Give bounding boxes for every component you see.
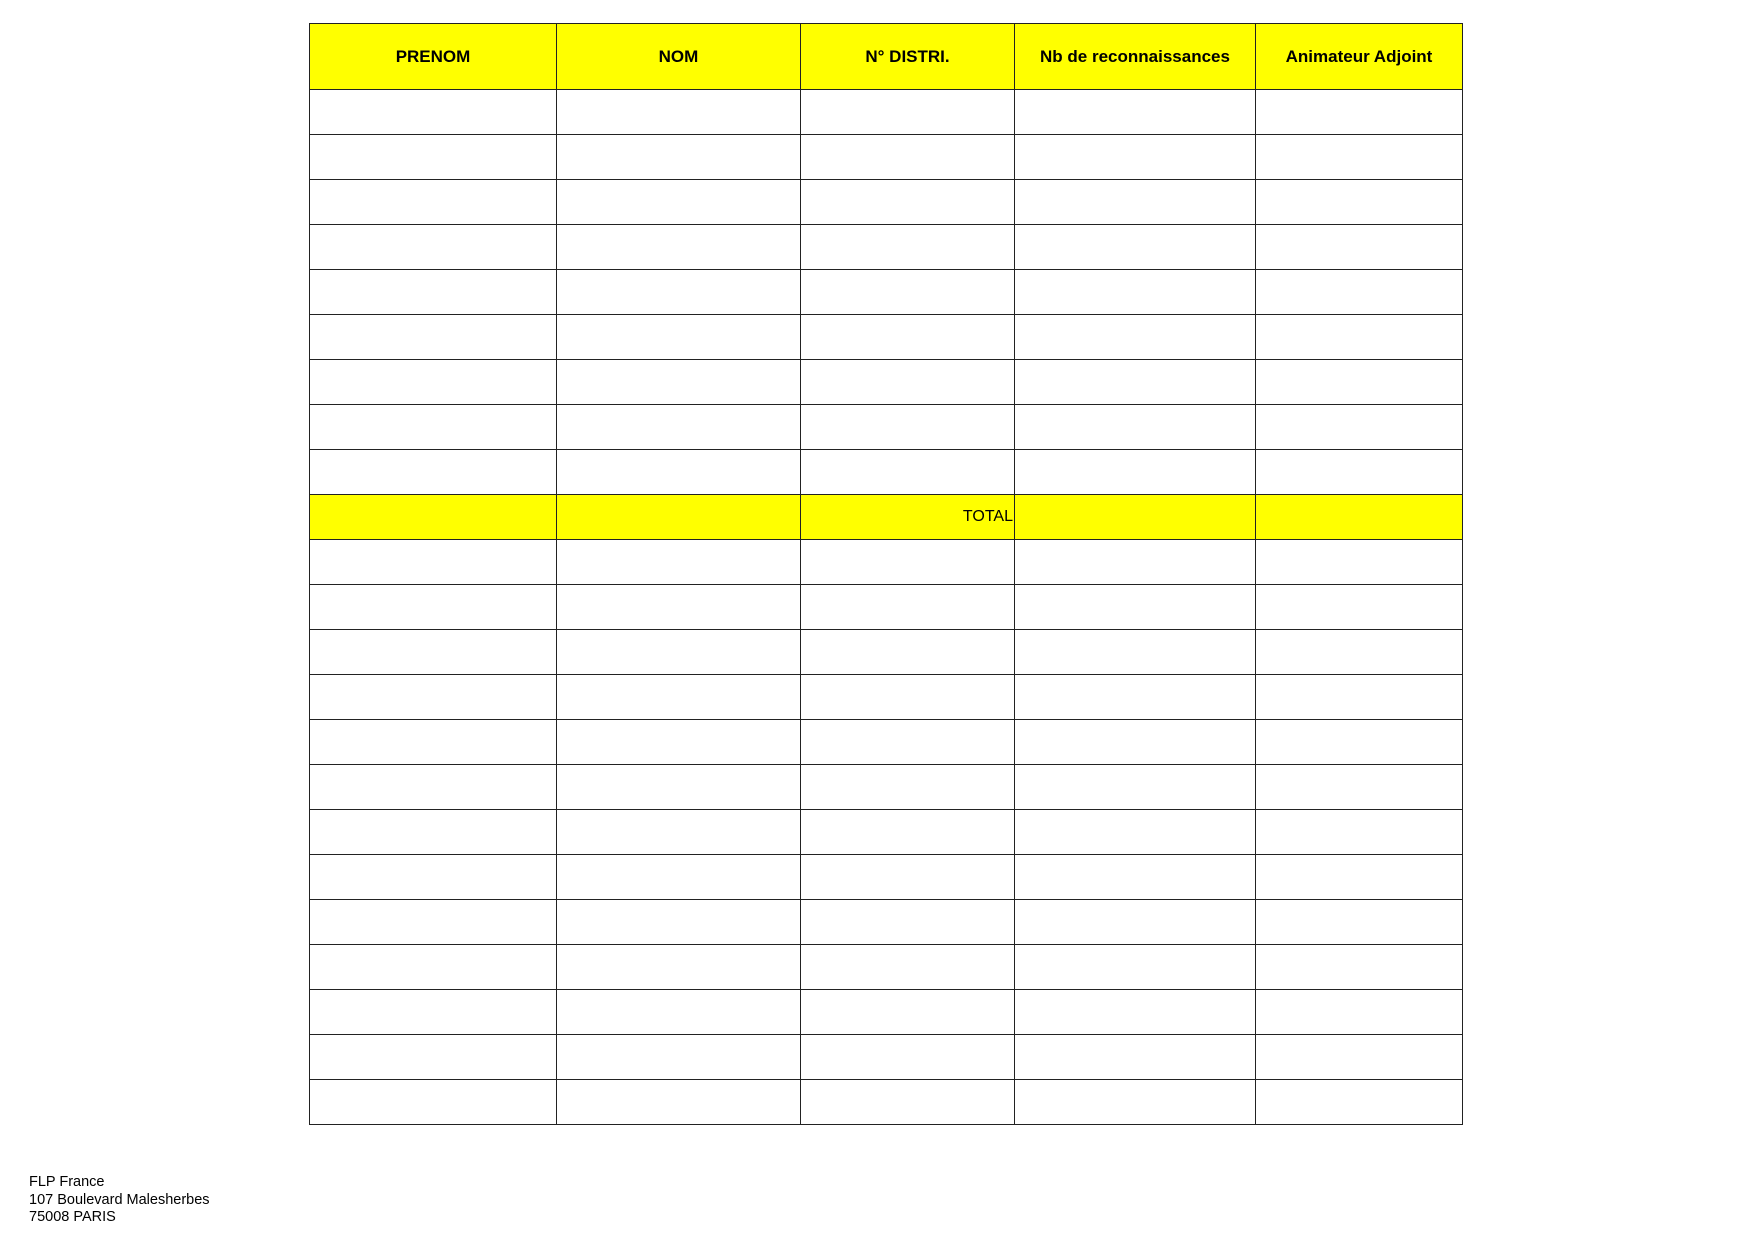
table-cell[interactable] (310, 1080, 557, 1125)
table-cell[interactable] (557, 810, 801, 855)
table-cell[interactable] (1015, 540, 1256, 585)
header-prenom: PRENOM (310, 24, 557, 90)
table-cell[interactable] (557, 765, 801, 810)
table-row (310, 630, 1463, 675)
table-cell[interactable] (310, 945, 557, 990)
table-cell[interactable] (557, 990, 801, 1035)
table-cell[interactable] (557, 90, 801, 135)
total-cell[interactable] (310, 495, 557, 540)
table-cell[interactable] (801, 810, 1015, 855)
footer-address (29, 1174, 210, 1222)
table-cell[interactable] (1015, 90, 1256, 135)
table-row (310, 450, 1463, 495)
table-cell[interactable] (310, 360, 557, 405)
table-cell[interactable] (310, 270, 557, 315)
header-row (310, 24, 1463, 90)
table-cell[interactable] (1256, 990, 1463, 1035)
table-row (310, 135, 1463, 180)
table-cell[interactable] (1256, 855, 1463, 900)
table-cell[interactable] (310, 675, 557, 720)
table-cell[interactable] (801, 1035, 1015, 1080)
table-cell[interactable] (557, 405, 801, 450)
table-cell[interactable] (1256, 135, 1463, 180)
total-row (310, 495, 1463, 540)
sheet-body (310, 90, 1463, 1125)
table-cell[interactable] (1256, 765, 1463, 810)
table-cell[interactable] (557, 900, 801, 945)
table-cell[interactable] (801, 720, 1015, 765)
table-cell[interactable] (557, 675, 801, 720)
table-cell[interactable] (310, 810, 557, 855)
table-cell[interactable] (801, 990, 1015, 1035)
table-cell[interactable] (557, 540, 801, 585)
table-cell[interactable] (557, 315, 801, 360)
table-cell[interactable] (310, 405, 557, 450)
total-cell[interactable] (557, 495, 801, 540)
table-cell[interactable] (310, 765, 557, 810)
table-cell[interactable] (557, 585, 801, 630)
table-cell[interactable] (801, 405, 1015, 450)
table-cell[interactable] (1015, 135, 1256, 180)
table-cell[interactable] (310, 315, 557, 360)
table-cell[interactable] (1015, 1035, 1256, 1080)
table-cell[interactable] (1015, 765, 1256, 810)
table-cell[interactable] (310, 135, 557, 180)
table-cell[interactable] (310, 585, 557, 630)
table-cell[interactable] (801, 900, 1015, 945)
table-cell[interactable] (1015, 405, 1256, 450)
table-cell[interactable] (1256, 315, 1463, 360)
table-row (310, 900, 1463, 945)
table-cell[interactable] (1015, 945, 1256, 990)
table-row (310, 855, 1463, 900)
table-cell[interactable] (557, 180, 801, 225)
table-row (310, 1035, 1463, 1080)
table-cell[interactable] (1256, 405, 1463, 450)
table-row (310, 405, 1463, 450)
table-cell[interactable] (1015, 1080, 1256, 1125)
table-cell[interactable] (801, 855, 1015, 900)
table-cell[interactable] (801, 630, 1015, 675)
table-cell[interactable] (801, 585, 1015, 630)
table-cell[interactable] (310, 540, 557, 585)
total-label: TOTAL (801, 495, 1015, 540)
table-cell[interactable] (801, 945, 1015, 990)
table-cell[interactable] (1256, 540, 1463, 585)
table-cell[interactable] (557, 360, 801, 405)
table-cell[interactable] (310, 225, 557, 270)
table-cell[interactable] (557, 135, 801, 180)
table-cell[interactable] (310, 90, 557, 135)
table-cell[interactable] (310, 630, 557, 675)
table-cell[interactable] (1256, 90, 1463, 135)
table-cell[interactable] (1015, 720, 1256, 765)
table-cell[interactable] (310, 450, 557, 495)
table-cell[interactable] (1256, 630, 1463, 675)
table-cell[interactable] (310, 990, 557, 1035)
table-row (310, 90, 1463, 135)
sheet-table (309, 23, 1463, 1125)
table-cell[interactable] (1015, 810, 1256, 855)
table-cell[interactable] (1015, 990, 1256, 1035)
header-nom: NOM (557, 24, 801, 90)
table-row (310, 225, 1463, 270)
total-cell[interactable] (1015, 495, 1256, 540)
table-cell[interactable] (1015, 270, 1256, 315)
table-cell[interactable] (310, 720, 557, 765)
table-cell[interactable] (557, 1035, 801, 1080)
header-animateur-adjoint: Animateur Adjoint (1256, 24, 1463, 90)
table-cell[interactable] (1015, 585, 1256, 630)
footer-street: 107 Boulevard Malesherbes (29, 1191, 210, 1208)
table-row (310, 675, 1463, 720)
table-cell[interactable] (801, 540, 1015, 585)
total-cell[interactable] (1256, 495, 1463, 540)
table-row (310, 585, 1463, 630)
table-cell[interactable] (557, 720, 801, 765)
table-cell[interactable] (1256, 810, 1463, 855)
table-cell[interactable] (1256, 1035, 1463, 1080)
table-row (310, 540, 1463, 585)
table-cell[interactable] (1256, 585, 1463, 630)
table-cell[interactable] (1015, 315, 1256, 360)
table-cell[interactable] (1015, 675, 1256, 720)
table-cell[interactable] (1256, 450, 1463, 495)
table-cell[interactable] (1015, 360, 1256, 405)
table-cell[interactable] (801, 360, 1015, 405)
table-row (310, 270, 1463, 315)
table-row (310, 990, 1463, 1035)
header-distri: N° DISTRI. (801, 24, 1015, 90)
table-cell[interactable] (310, 855, 557, 900)
table-cell[interactable] (801, 90, 1015, 135)
table-cell[interactable] (1256, 270, 1463, 315)
table-cell[interactable] (1256, 225, 1463, 270)
table-cell[interactable] (1015, 225, 1256, 270)
table-cell[interactable] (1256, 1080, 1463, 1125)
table-row (310, 315, 1463, 360)
table-cell[interactable] (801, 765, 1015, 810)
table-row (310, 1080, 1463, 1125)
table-cell[interactable] (557, 225, 801, 270)
table-cell[interactable] (801, 225, 1015, 270)
table-cell[interactable] (557, 945, 801, 990)
table-cell[interactable] (1256, 900, 1463, 945)
header-reconnaissances: Nb de reconnaissances (1015, 24, 1256, 90)
table-cell[interactable] (310, 180, 557, 225)
table-cell[interactable] (557, 1080, 801, 1125)
table-cell[interactable] (1256, 945, 1463, 990)
table-cell[interactable] (557, 630, 801, 675)
table-cell[interactable] (1015, 450, 1256, 495)
footer-city: 75008 PARIS (29, 1209, 116, 1222)
table-cell[interactable] (557, 450, 801, 495)
table-cell[interactable] (801, 315, 1015, 360)
table-row (310, 720, 1463, 765)
table-cell[interactable] (310, 1035, 557, 1080)
table-row (310, 765, 1463, 810)
table-cell[interactable] (1256, 675, 1463, 720)
table-cell[interactable] (557, 270, 801, 315)
table-cell[interactable] (310, 900, 557, 945)
table-cell[interactable] (1015, 855, 1256, 900)
table-cell[interactable] (1256, 360, 1463, 405)
table-cell[interactable] (557, 855, 801, 900)
table-cell[interactable] (801, 675, 1015, 720)
table-row (310, 945, 1463, 990)
table-cell[interactable] (801, 180, 1015, 225)
table-cell[interactable] (1256, 720, 1463, 765)
table-row (310, 810, 1463, 855)
table-row (310, 360, 1463, 405)
table-cell[interactable] (1015, 900, 1256, 945)
footer-company: FLP France (29, 1174, 105, 1190)
table-cell[interactable] (1256, 180, 1463, 225)
table-cell[interactable] (801, 450, 1015, 495)
table-cell[interactable] (1015, 180, 1256, 225)
table-cell[interactable] (801, 135, 1015, 180)
table-cell[interactable] (1015, 630, 1256, 675)
table-cell[interactable] (801, 1080, 1015, 1125)
table-cell[interactable] (801, 270, 1015, 315)
table-row (310, 180, 1463, 225)
